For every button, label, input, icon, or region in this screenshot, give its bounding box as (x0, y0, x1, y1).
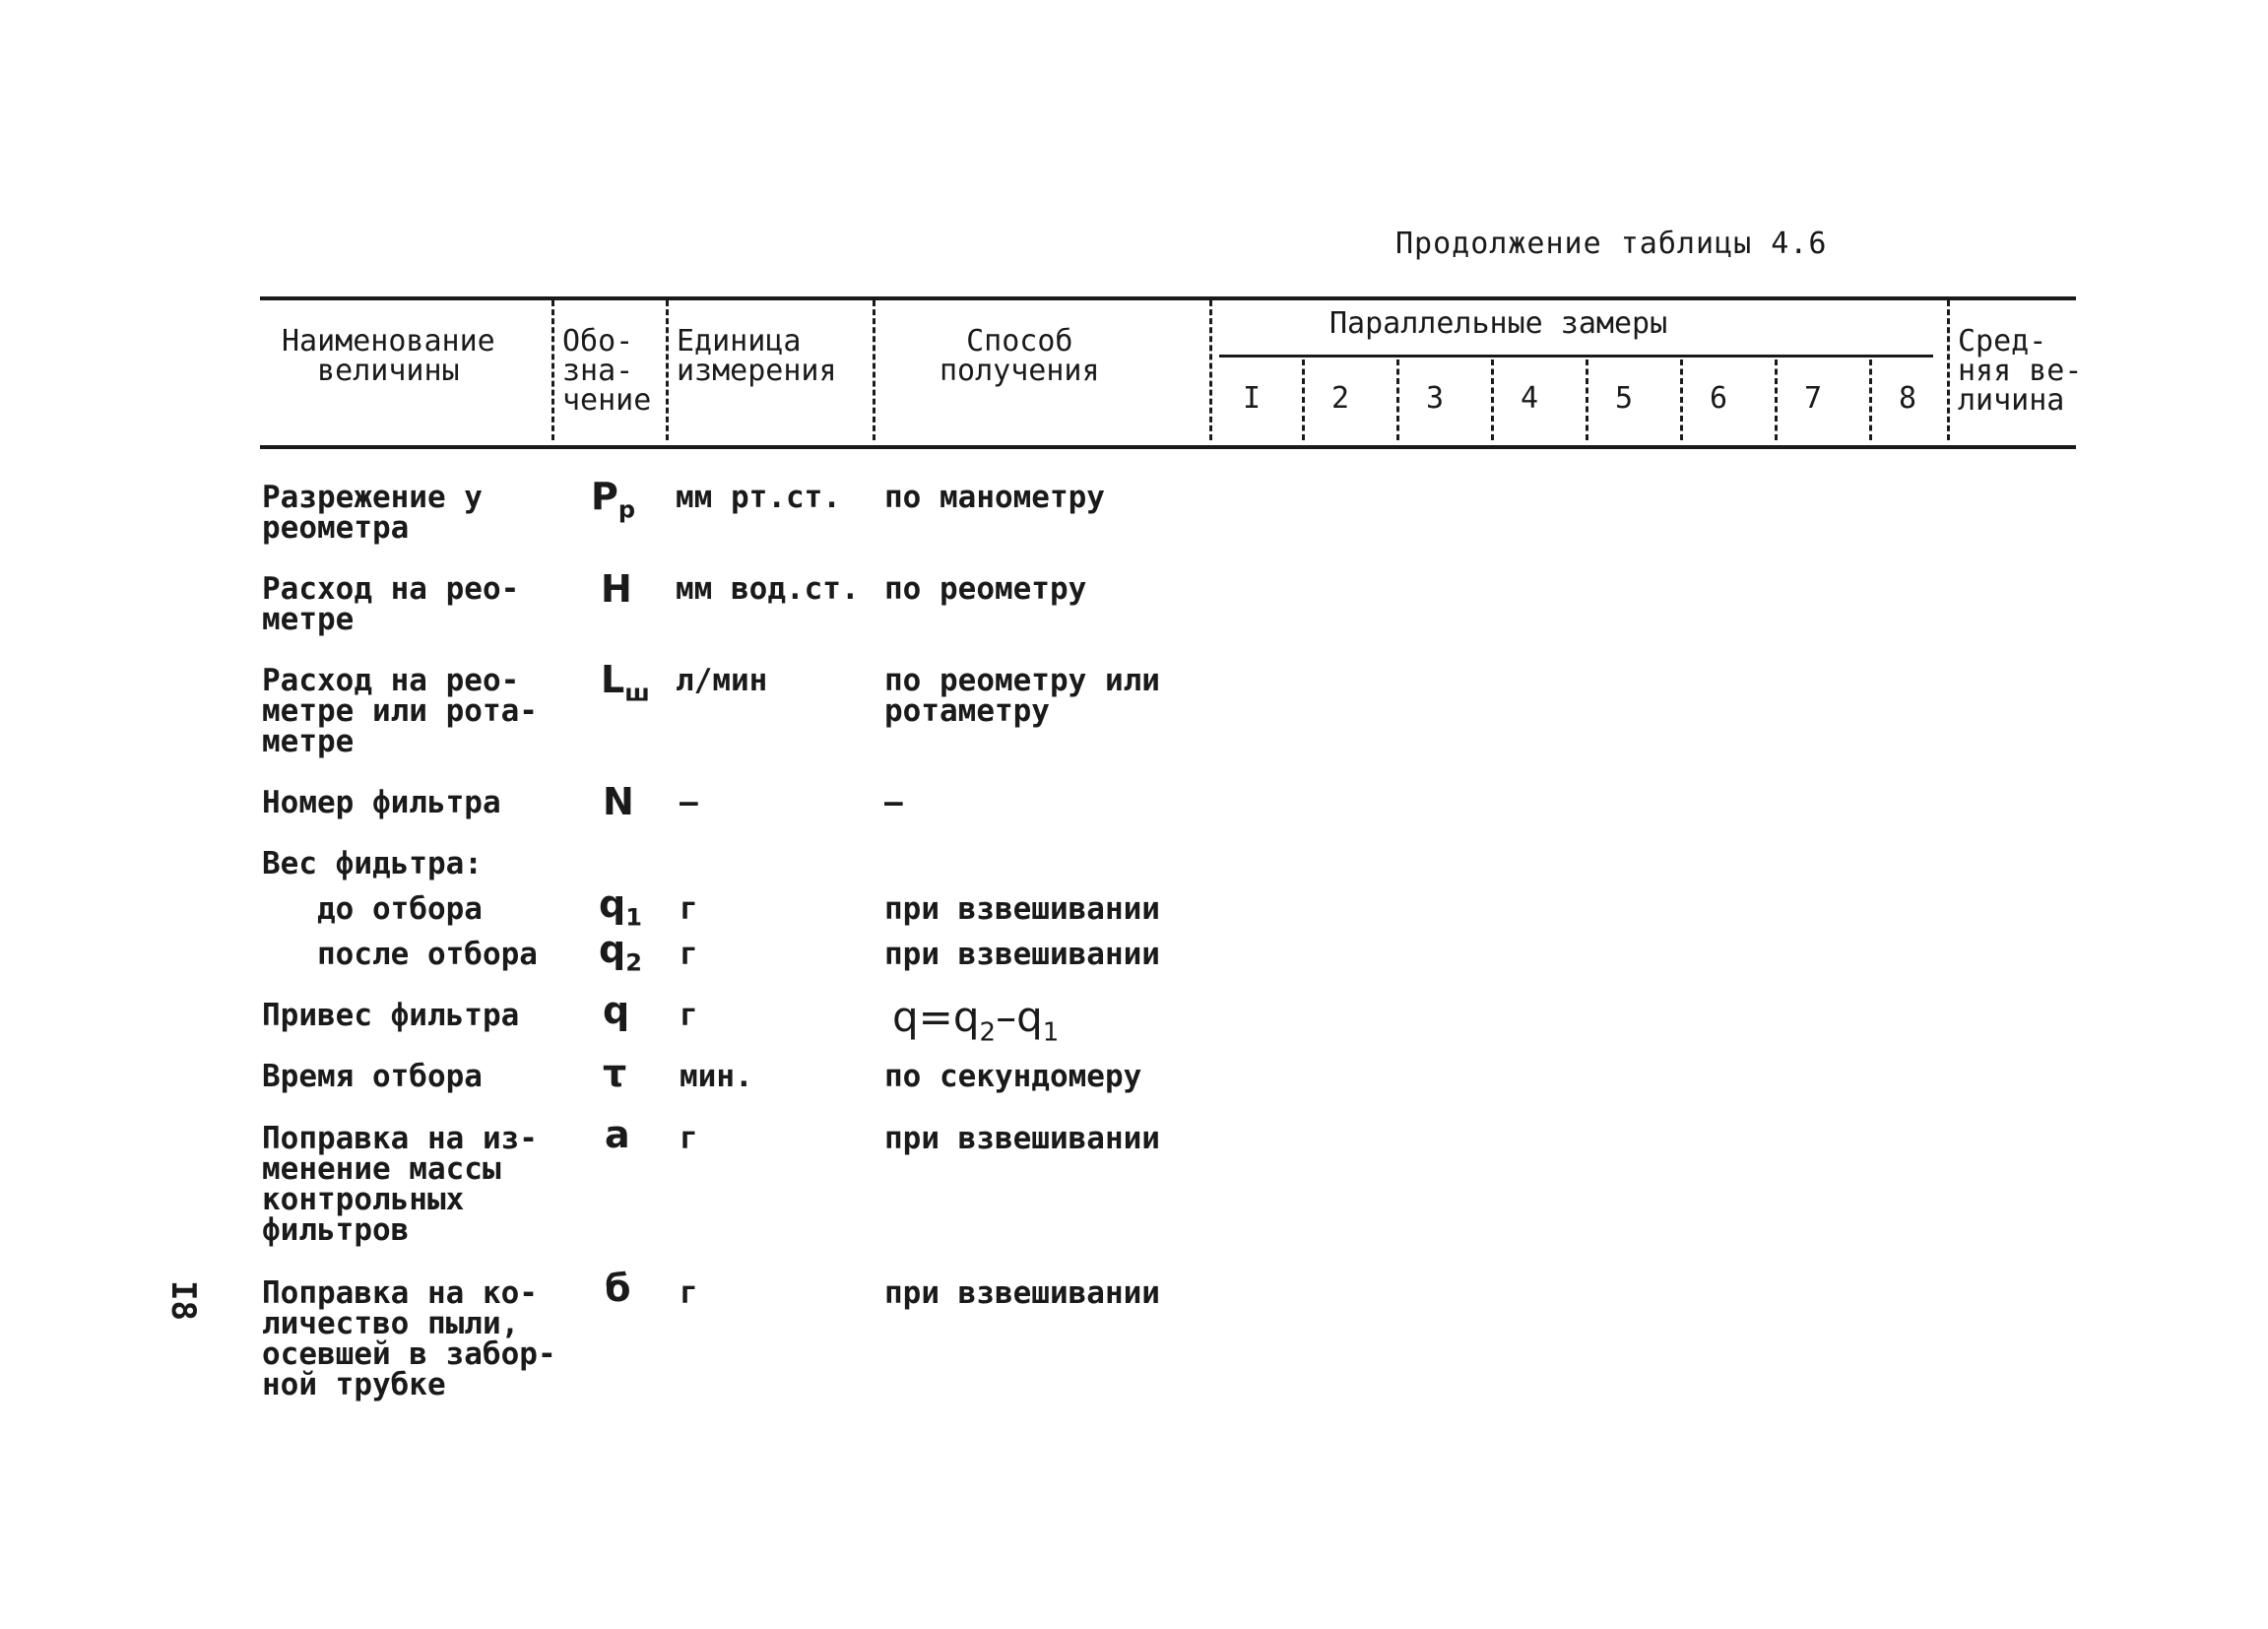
col-sep-3 (873, 300, 875, 440)
row-name: Расход на рео- метре (262, 571, 520, 637)
measurement-5: 5 (1615, 381, 1634, 416)
row-unit: г (680, 937, 698, 972)
row-symbol: a (605, 1113, 630, 1156)
measurement-4: 4 (1521, 381, 1539, 416)
row-method-formula: $q=q_2-q_1$ (892, 993, 1060, 1048)
row-symbol: $q_1$ (599, 882, 642, 932)
row-name: Привес фильтра (262, 998, 520, 1033)
row-symbol: H (601, 567, 632, 611)
row-name: Вес фидьтра: (262, 846, 483, 881)
row-unit: мм рт.ст. (676, 480, 841, 515)
row-unit: мм вод.ст. (676, 571, 860, 607)
header-unit: Единица измерения (677, 324, 837, 388)
row-method: по манометру (884, 480, 1105, 515)
measurement-6: 6 (1710, 381, 1728, 416)
row-method: при взвешивании (884, 891, 1160, 927)
col-sep-2 (666, 300, 669, 440)
row-unit: г (680, 1121, 698, 1156)
table-caption: Продолжение таблицы 4.6 (1395, 227, 1828, 261)
row-name: Поправка на ко- личество пыли, осевшей в забор- ной трубке (262, 1275, 556, 1402)
row-method: при взвешивании (884, 1121, 1160, 1156)
measurement-subheader-rule (1219, 355, 1933, 358)
row-name: Расход на рео- метре или рота- метре (262, 663, 538, 759)
meas-sep-5 (1680, 359, 1683, 440)
meas-sep-1 (1302, 359, 1305, 440)
meas-sep-2 (1396, 359, 1399, 440)
row-symbol: N (603, 780, 634, 823)
col-sep-5 (1947, 300, 1950, 440)
row-unit: г (680, 891, 698, 927)
meas-sep-6 (1775, 359, 1778, 440)
meas-sep-7 (1869, 359, 1872, 440)
row-name: Разрежение у реометра (262, 480, 483, 546)
header-parallel: Параллельные замеры (1329, 306, 1668, 341)
measurement-8: 8 (1899, 381, 1917, 416)
row-symbol: τ (603, 1052, 627, 1095)
row-symbol: $q_2$ (599, 928, 642, 977)
header-designation: Обо- зна- чение (562, 324, 652, 418)
row-unit: г (680, 1275, 698, 1311)
meas-sep-4 (1586, 359, 1588, 440)
row-name: Номер фильтра (262, 785, 501, 820)
row-name: Поправка на из- менение массы контрольных фильтров (262, 1121, 538, 1248)
header-average: Сред- няя ве- личина (1958, 324, 2083, 418)
row-unit: л/мин (676, 663, 768, 698)
row-method: по реометру (884, 571, 1087, 607)
row-unit: г (680, 998, 698, 1033)
measurement-3: 3 (1426, 381, 1445, 416)
row-symbol: q (603, 989, 630, 1032)
table-top-rule (260, 296, 2076, 300)
meas-sep-3 (1491, 359, 1494, 440)
row-method: при взвешивании (884, 1275, 1160, 1311)
page-number: I8 (163, 1280, 203, 1321)
row-name: после отбора (317, 937, 538, 972)
header-method: Способ получения (940, 324, 1100, 388)
row-symbol: б (605, 1267, 631, 1310)
row-unit: – (680, 785, 698, 820)
row-symbol: $L_ш$ (601, 658, 650, 707)
table-header-bottom-rule (260, 445, 2076, 449)
row-symbol: $P_р$ (591, 475, 636, 524)
row-method: по секундомеру (884, 1059, 1142, 1094)
measurement-2: 2 (1331, 381, 1350, 416)
row-name: до отбора (317, 891, 483, 927)
row-method: при взвешивании (884, 937, 1160, 972)
row-method: по реометру или ротаметру (884, 663, 1160, 729)
row-name: Время отбора (262, 1059, 483, 1094)
row-unit: мин. (680, 1059, 753, 1094)
col-sep-4 (1209, 300, 1212, 440)
row-method: – (884, 785, 903, 820)
col-sep-1 (551, 300, 554, 440)
measurement-1: I (1243, 381, 1262, 416)
header-name: Наименование величины (282, 324, 495, 388)
measurement-7: 7 (1804, 381, 1823, 416)
